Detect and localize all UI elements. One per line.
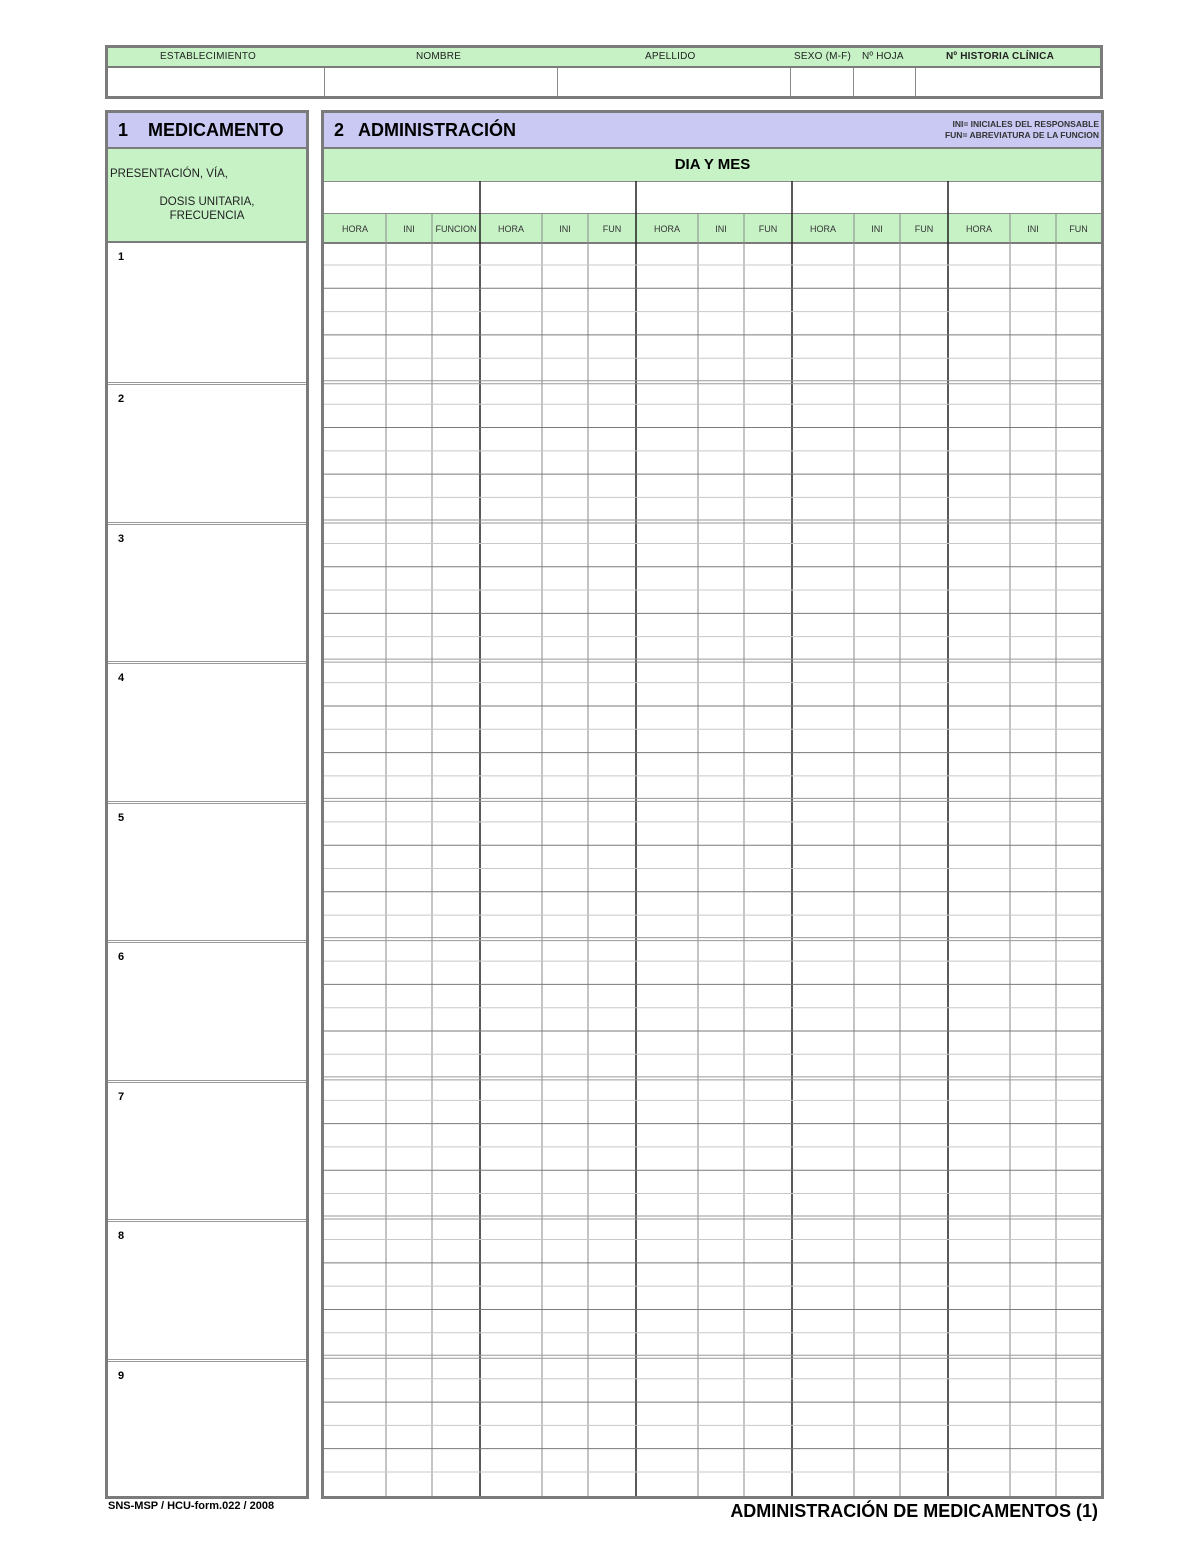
form-code: SNS-MSP / HCU-form.022 / 2008	[108, 1500, 275, 1512]
medicamento-cell[interactable]	[108, 522, 306, 664]
hora-column-header: HORA	[497, 224, 524, 234]
medicamento-section	[105, 110, 309, 1499]
medicamento-cell[interactable]	[108, 1219, 306, 1362]
subheader-line: FRECUENCIA	[169, 210, 245, 222]
apellido-field[interactable]	[561, 70, 786, 94]
fun-column-header: FUN	[602, 224, 622, 234]
ini-column-header: INI	[1027, 224, 1039, 234]
administracion-section	[321, 110, 1104, 1499]
historia-clinica-label: Nº HISTORIA CLÍNICA	[946, 51, 1055, 62]
section-title: MEDICAMENTO	[148, 120, 284, 140]
subheader-line: PRESENTACIÓN, VÍA,	[110, 168, 229, 180]
hora-column-header: HORA	[341, 224, 368, 234]
fun-column-header: FUNCION	[435, 224, 477, 234]
ini-column-header: INI	[559, 224, 571, 234]
administracion-grid[interactable]	[324, 113, 1101, 1496]
section-title: ADMINISTRACIÓN	[358, 120, 516, 140]
medicamento-cell[interactable]	[108, 1080, 306, 1222]
row-number: 6	[118, 951, 125, 963]
header-divider	[915, 68, 916, 96]
medicamento-cell[interactable]	[108, 940, 306, 1083]
header-label-strip	[108, 48, 1100, 68]
medicamento-section-title	[108, 113, 306, 149]
row-number: 9	[118, 1370, 125, 1382]
patient-header	[105, 45, 1103, 99]
header-divider	[324, 68, 325, 96]
legend-fun: FUN= ABREVIATURA DE LA FUNCION	[944, 130, 1099, 140]
form-title: ADMINISTRACIÓN DE MEDICAMENTOS (1)	[730, 1501, 1098, 1521]
medicamento-cell[interactable]	[108, 801, 306, 943]
row-number: 7	[118, 1091, 125, 1103]
row-number: 4	[118, 672, 125, 684]
row-number: 3	[118, 533, 125, 545]
hora-column-header: HORA	[809, 224, 836, 234]
sexo-field[interactable]	[794, 70, 850, 94]
hora-column-header: HORA	[653, 224, 680, 234]
row-number: 2	[118, 393, 125, 405]
row-number: 1	[118, 251, 125, 263]
medicamento-cell[interactable]	[108, 661, 306, 804]
header-divider	[853, 68, 854, 96]
nombre-field[interactable]	[328, 70, 553, 94]
ini-column-header: INI	[403, 224, 415, 234]
medicamento-subheader	[108, 149, 306, 243]
legend-ini: INI= INICIALES DEL RESPONSABLE	[952, 119, 1099, 129]
sexo-label: SEXO (M-F)	[794, 51, 851, 62]
dia-y-mes-header: DIA Y MES	[324, 149, 1101, 182]
historia-clinica-field[interactable]	[919, 70, 1094, 94]
ini-column-header: INI	[871, 224, 883, 234]
medicamento-cell[interactable]	[108, 243, 306, 382]
header-divider	[790, 68, 791, 96]
fun-column-header: FUN	[914, 224, 934, 234]
apellido-label: APELLIDO	[645, 51, 696, 62]
hoja-field[interactable]	[857, 70, 912, 94]
section-number: 2	[334, 120, 345, 140]
row-number: 8	[118, 1230, 125, 1242]
hoja-label: Nº HOJA	[862, 51, 904, 62]
establecimiento-label: ESTABLECIMIENTO	[160, 51, 256, 62]
ini-column-header: INI	[715, 224, 727, 234]
nombre-label: NOMBRE	[416, 51, 462, 62]
establecimiento-field[interactable]	[114, 70, 320, 94]
medicamento-cell[interactable]	[108, 382, 306, 525]
medicamento-rows	[108, 243, 306, 1496]
row-number: 5	[118, 812, 125, 824]
subheader-line: DOSIS UNITARIA,	[159, 196, 255, 208]
fun-column-header: FUN	[1069, 224, 1088, 234]
hora-column-header: HORA	[965, 224, 992, 234]
medicamento-cell[interactable]	[108, 1359, 306, 1499]
fun-column-header: FUN	[758, 224, 778, 234]
section-number: 1	[118, 120, 129, 140]
header-divider	[557, 68, 558, 96]
